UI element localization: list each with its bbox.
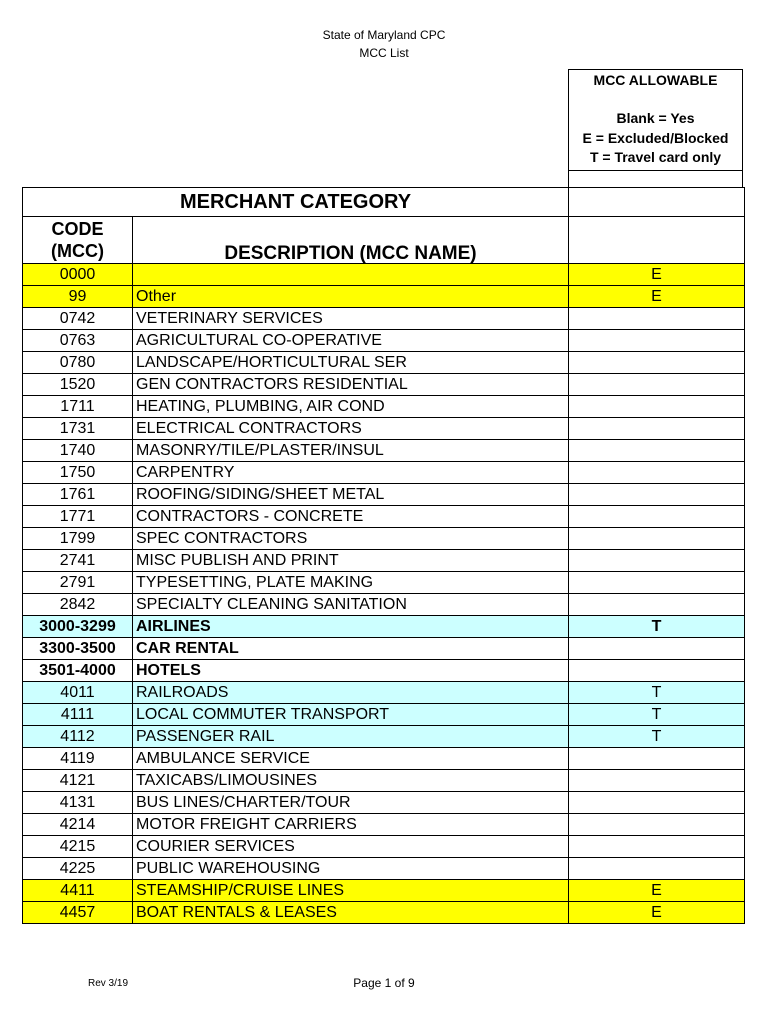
table-row: [23, 330, 745, 352]
mcc-allowable-cell: [569, 792, 745, 814]
mcc-allowable-cell: [569, 396, 745, 418]
mcc-code-cell: 99: [23, 286, 133, 308]
mcc-description-cell: LANDSCAPE/HORTICULTURAL SER: [133, 352, 569, 374]
mcc-code-cell: 2791: [23, 572, 133, 594]
mcc-code-cell: 4214: [23, 814, 133, 836]
legend-divider: [569, 170, 742, 171]
table-row: [23, 770, 745, 792]
mcc-allowable-cell: [569, 638, 745, 660]
mcc-code-cell: 0780: [23, 352, 133, 374]
mcc-description-cell: CARPENTRY: [133, 462, 569, 484]
document-subtitle: MCC List: [359, 46, 409, 60]
mcc-description-cell: STEAMSHIP/CRUISE LINES: [133, 880, 569, 902]
table-row: [23, 352, 745, 374]
legend-excluded: E = Excluded/Blocked: [582, 130, 729, 146]
mcc-description-cell: RAILROADS: [133, 682, 569, 704]
document-title: State of Maryland CPC: [322, 28, 446, 42]
table-row: [23, 374, 745, 396]
table-row: [23, 264, 745, 286]
table-row: [23, 286, 745, 308]
mcc-allowable-cell: [569, 506, 745, 528]
legend-blank-yes: Blank = Yes: [616, 110, 695, 126]
table-row: [23, 308, 745, 330]
mcc-code-cell: 3501-4000: [23, 660, 133, 682]
legend-title: MCC ALLOWABLE: [593, 72, 718, 88]
mcc-allowable-cell: [569, 308, 745, 330]
mcc-description-cell: Other: [133, 286, 569, 308]
mcc-table: [22, 187, 745, 924]
mcc-code-cell: 3000-3299: [23, 616, 133, 638]
merchant-category-heading: MERCHANT CATEGORY: [23, 188, 569, 217]
mcc-code-cell: 1711: [23, 396, 133, 418]
description-heading: DESCRIPTION (MCC NAME): [133, 217, 569, 264]
mcc-description-cell: HOTELS: [133, 660, 569, 682]
header-blank-cell: [569, 188, 745, 217]
mcc-description-cell: VETERINARY SERVICES: [133, 308, 569, 330]
table-row: [23, 550, 745, 572]
mcc-code-cell: 0000: [23, 264, 133, 286]
mcc-code-cell: 4411: [23, 880, 133, 902]
table-row: [23, 726, 745, 748]
mcc-description-cell: HEATING, PLUMBING, AIR COND: [133, 396, 569, 418]
mcc-code-cell: 4011: [23, 682, 133, 704]
table-header-row-top: [23, 188, 745, 217]
mcc-description-cell: MOTOR FREIGHT CARRIERS: [133, 814, 569, 836]
mcc-allowable-cell: T: [569, 616, 745, 638]
mcc-code-cell: 1520: [23, 374, 133, 396]
mcc-allowable-cell: [569, 440, 745, 462]
mcc-allowable-cell: T: [569, 704, 745, 726]
table-row: [23, 616, 745, 638]
mcc-description-cell: TAXICABS/LIMOUSINES: [133, 770, 569, 792]
table-row: [23, 748, 745, 770]
mcc-allowable-cell: [569, 748, 745, 770]
mcc-description-cell: MISC PUBLISH AND PRINT: [133, 550, 569, 572]
legend-travel-only: T = Travel card only: [589, 149, 722, 165]
mcc-description-cell: [133, 264, 569, 286]
table-row: [23, 594, 745, 616]
mcc-allowable-cell: [569, 814, 745, 836]
mcc-description-cell: PASSENGER RAIL: [133, 726, 569, 748]
mcc-code-cell: 1761: [23, 484, 133, 506]
table-row: [23, 572, 745, 594]
mcc-allowable-cell: [569, 594, 745, 616]
table-row: [23, 462, 745, 484]
mcc-allowable-cell: T: [569, 726, 745, 748]
table-row: [23, 682, 745, 704]
table-row: [23, 704, 745, 726]
mcc-description-cell: AIRLINES: [133, 616, 569, 638]
mcc-code-cell: 2842: [23, 594, 133, 616]
mcc-description-cell: BOAT RENTALS & LEASES: [133, 902, 569, 924]
revision-label: Rev 3/19: [88, 978, 129, 989]
header-blank-cell: [569, 217, 745, 264]
code-heading-text: CODE (MCC): [51, 219, 104, 261]
mcc-code-cell: 0742: [23, 308, 133, 330]
mcc-allowable-cell: T: [569, 682, 745, 704]
mcc-code-cell: 3300-3500: [23, 638, 133, 660]
table-row: [23, 792, 745, 814]
mcc-allowable-cell: E: [569, 902, 745, 924]
mcc-allowable-cell: E: [569, 264, 745, 286]
page-number: Page 1 of 9: [353, 976, 415, 990]
mcc-allowable-cell: E: [569, 286, 745, 308]
mcc-description-cell: CONTRACTORS - CONCRETE: [133, 506, 569, 528]
mcc-code-cell: 4121: [23, 770, 133, 792]
table-row: [23, 418, 745, 440]
mcc-code-cell: 4215: [23, 836, 133, 858]
mcc-allowable-legend: [568, 69, 743, 188]
mcc-description-cell: ELECTRICAL CONTRACTORS: [133, 418, 569, 440]
table-row: [23, 858, 745, 880]
mcc-description-cell: ROOFING/SIDING/SHEET METAL: [133, 484, 569, 506]
mcc-description-cell: SPEC CONTRACTORS: [133, 528, 569, 550]
mcc-description-cell: BUS LINES/CHARTER/TOUR: [133, 792, 569, 814]
table-row: [23, 396, 745, 418]
mcc-allowable-cell: [569, 660, 745, 682]
table-row: [23, 638, 745, 660]
table-row: [23, 880, 745, 902]
table-row: [23, 814, 745, 836]
mcc-code-cell: 4225: [23, 858, 133, 880]
table-row: [23, 484, 745, 506]
code-heading: [23, 217, 133, 264]
mcc-description-cell: PUBLIC WAREHOUSING: [133, 858, 569, 880]
mcc-description-cell: COURIER SERVICES: [133, 836, 569, 858]
mcc-code-cell: 4111: [23, 704, 133, 726]
table-row: [23, 506, 745, 528]
table-header-row-bottom: [23, 217, 745, 264]
table-row: [23, 660, 745, 682]
mcc-allowable-cell: [569, 374, 745, 396]
mcc-allowable-cell: [569, 550, 745, 572]
mcc-description-cell: GEN CONTRACTORS RESIDENTIAL: [133, 374, 569, 396]
table-row: [23, 440, 745, 462]
mcc-description-cell: AMBULANCE SERVICE: [133, 748, 569, 770]
mcc-code-cell: 1750: [23, 462, 133, 484]
mcc-code-cell: 1799: [23, 528, 133, 550]
mcc-allowable-cell: [569, 836, 745, 858]
mcc-description-cell: LOCAL COMMUTER TRANSPORT: [133, 704, 569, 726]
mcc-description-cell: SPECIALTY CLEANING SANITATION: [133, 594, 569, 616]
mcc-allowable-cell: [569, 330, 745, 352]
mcc-code-cell: 1740: [23, 440, 133, 462]
table-row: [23, 836, 745, 858]
mcc-description-cell: TYPESETTING, PLATE MAKING: [133, 572, 569, 594]
mcc-allowable-cell: [569, 858, 745, 880]
mcc-description-cell: CAR RENTAL: [133, 638, 569, 660]
mcc-allowable-cell: [569, 352, 745, 374]
mcc-code-cell: 2741: [23, 550, 133, 572]
mcc-description-cell: MASONRY/TILE/PLASTER/INSUL: [133, 440, 569, 462]
mcc-code-cell: 4457: [23, 902, 133, 924]
table-row: [23, 902, 745, 924]
mcc-allowable-cell: [569, 528, 745, 550]
mcc-code-cell: 4131: [23, 792, 133, 814]
mcc-allowable-cell: [569, 484, 745, 506]
mcc-allowable-cell: [569, 572, 745, 594]
mcc-code-cell: 0763: [23, 330, 133, 352]
mcc-allowable-cell: [569, 462, 745, 484]
mcc-allowable-cell: [569, 770, 745, 792]
mcc-code-cell: 4112: [23, 726, 133, 748]
mcc-code-cell: 1731: [23, 418, 133, 440]
mcc-code-cell: 1771: [23, 506, 133, 528]
mcc-description-cell: AGRICULTURAL CO-OPERATIVE: [133, 330, 569, 352]
mcc-allowable-cell: E: [569, 880, 745, 902]
mcc-allowable-cell: [569, 418, 745, 440]
mcc-code-cell: 4119: [23, 748, 133, 770]
table-row: [23, 528, 745, 550]
